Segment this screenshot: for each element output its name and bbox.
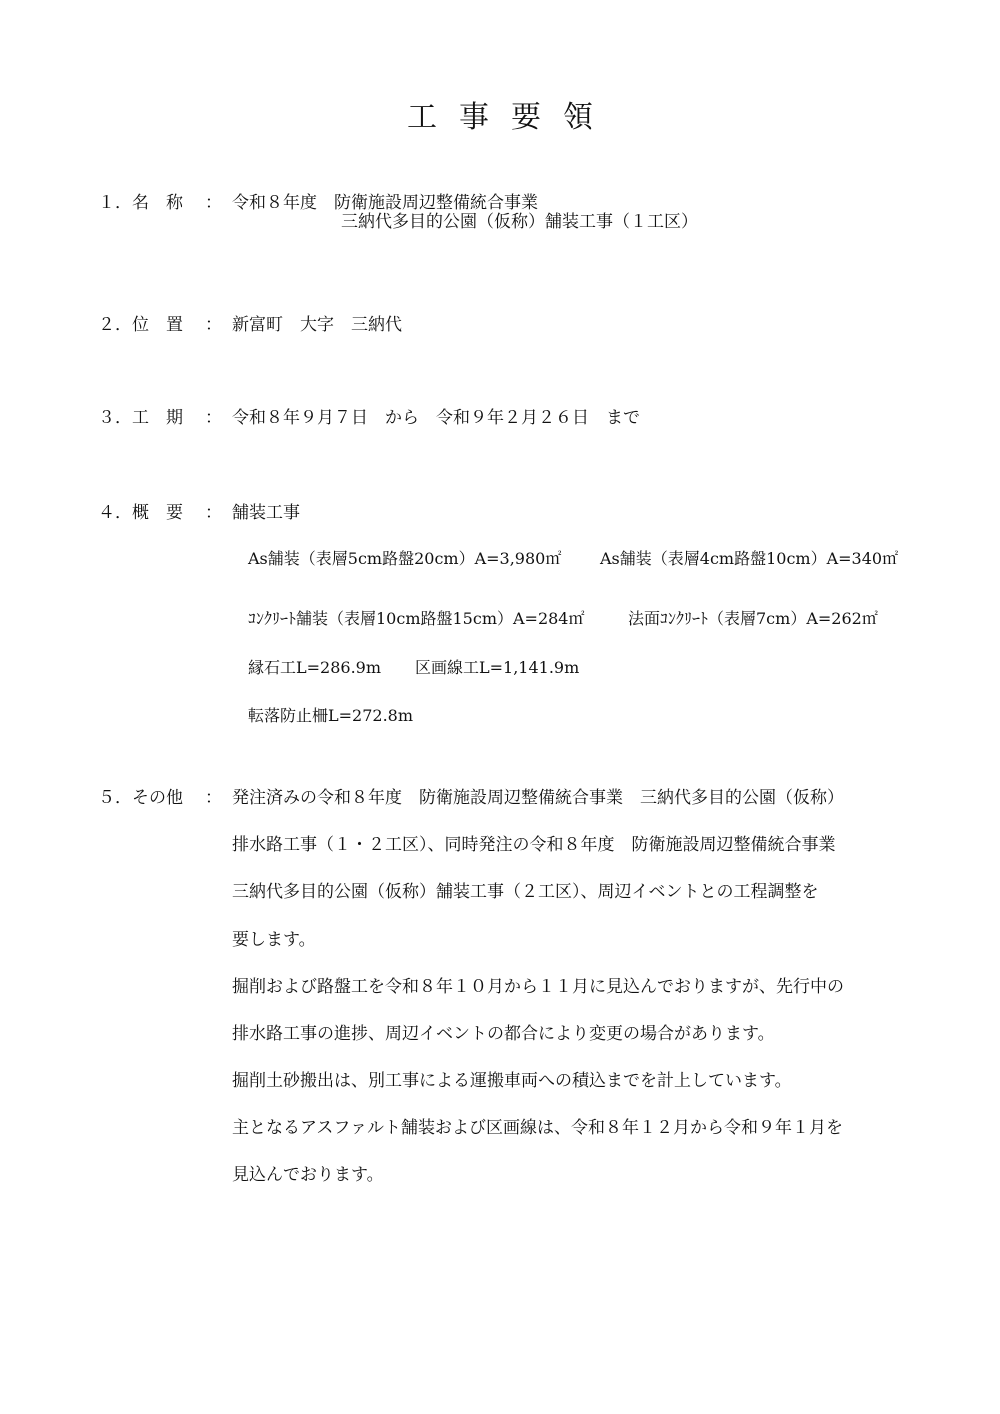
other-line: 発注済みの令和８年度 防衛施設周辺整備統合事業 三納代多目的公園（仮称）: [232, 788, 844, 808]
outline-item: As舗装（表層5cm路盤20cm）A=3,980㎡: [248, 549, 562, 568]
section-location-value: 新富町 大字 三納代: [232, 315, 402, 335]
section-other-colon: ：: [205, 788, 222, 808]
outline-item: 縁石工L=286.9m: [248, 658, 382, 677]
section-location-colon: ：: [205, 315, 222, 335]
other-line: 見込んでおります。: [232, 1165, 384, 1185]
outline-item: As舗装（表層4cm路盤10cm）A=340㎡: [600, 549, 899, 568]
other-line: 掘削および路盤工を令和８年１０月から１１月に見込んでおりますが、先行中の: [232, 977, 844, 997]
other-line: 掘削土砂搬出は、別工事による運搬車両への積込までを計上しています。: [232, 1071, 792, 1091]
section-outline-label: ４．概 要: [98, 503, 183, 523]
other-line: 要します。: [232, 930, 316, 950]
other-line: 主となるアスファルト舗装および区画線は、令和８年１２月から令和９年１月を: [232, 1118, 843, 1138]
section-location-label: ２．位 置: [98, 315, 183, 335]
section-name-line1: 令和８年度 防衛施設周辺整備統合事業: [232, 193, 538, 213]
other-line: 三納代多目的公園（仮称）舗装工事（２工区）、周辺イベントとの工程調整を: [232, 882, 819, 902]
outline-item: ｺﾝｸﾘｰﾄ舗装（表層10cm路盤15cm）A=284㎡: [248, 609, 585, 628]
other-line: 排水路工事の進捗、周辺イベントの都合により変更の場合があります。: [232, 1024, 775, 1044]
section-period-value: 令和８年９月７日 から 令和９年２月２６日 まで: [232, 408, 640, 428]
outline-item: 法面ｺﾝｸﾘｰﾄ（表層7cm）A=262㎡: [628, 609, 878, 628]
document-title: 工事要領: [407, 100, 615, 135]
section-outline-heading: 舗装工事: [232, 503, 300, 523]
section-outline-colon: ：: [205, 503, 222, 523]
outline-item: 転落防止柵L=272.8m: [248, 706, 414, 725]
section-period-label: ３．工 期: [98, 408, 183, 428]
section-name-label: １．名 称: [98, 193, 183, 213]
section-name-line2: 三納代多目的公園（仮称）舗装工事（１工区）: [341, 212, 698, 232]
other-line: 排水路工事（１・２工区）、同時発注の令和８年度 防衛施設周辺整備統合事業: [232, 835, 836, 855]
section-period-colon: ：: [205, 408, 222, 428]
section-other-label: ５．その他: [98, 788, 183, 808]
outline-item: 区画線工L=1,141.9m: [415, 658, 580, 677]
section-name-colon: ：: [205, 193, 222, 213]
